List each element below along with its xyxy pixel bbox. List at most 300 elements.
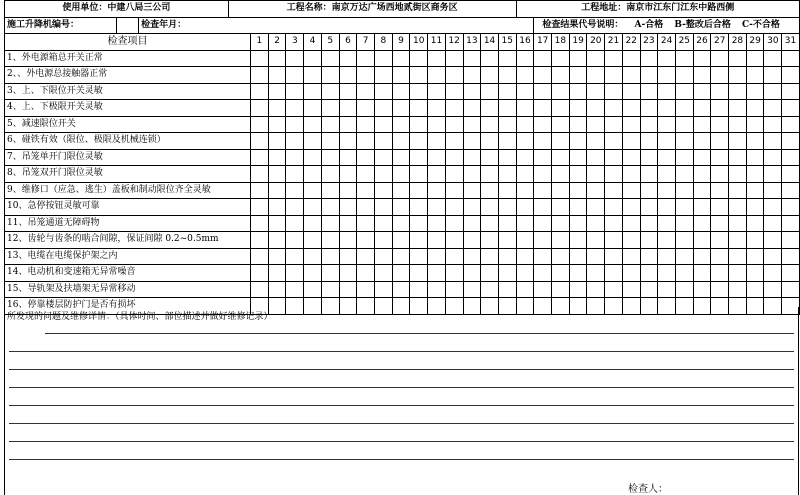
result-cell[interactable] — [481, 116, 499, 133]
result-cell[interactable] — [746, 83, 764, 100]
result-cell[interactable] — [463, 215, 481, 232]
result-cell[interactable] — [251, 50, 269, 67]
result-cell[interactable] — [463, 166, 481, 183]
result-cell[interactable] — [729, 116, 747, 133]
result-cell[interactable] — [339, 215, 357, 232]
result-cell[interactable] — [445, 116, 463, 133]
result-cell[interactable] — [587, 232, 605, 249]
result-cell[interactable] — [498, 199, 516, 216]
result-cell[interactable] — [711, 133, 729, 150]
result-cell[interactable] — [569, 116, 587, 133]
result-cell[interactable] — [321, 149, 339, 166]
result-cell[interactable] — [764, 182, 782, 199]
result-cell[interactable] — [552, 149, 570, 166]
result-cell[interactable] — [428, 232, 446, 249]
result-cell[interactable] — [357, 116, 375, 133]
result-cell[interactable] — [321, 116, 339, 133]
result-cell[interactable] — [569, 83, 587, 100]
result-cell[interactable] — [339, 166, 357, 183]
result-cell[interactable] — [711, 232, 729, 249]
result-cell[interactable] — [304, 149, 322, 166]
result-cell[interactable] — [782, 265, 800, 282]
result-cell[interactable] — [410, 166, 428, 183]
result-cell[interactable] — [304, 281, 322, 298]
result-cell[interactable] — [251, 116, 269, 133]
result-cell[interactable] — [481, 248, 499, 265]
result-cell[interactable] — [445, 232, 463, 249]
result-cell[interactable] — [410, 182, 428, 199]
result-cell[interactable] — [764, 166, 782, 183]
result-cell[interactable] — [304, 232, 322, 249]
notes-line[interactable] — [9, 351, 794, 352]
result-cell[interactable] — [658, 281, 676, 298]
result-cell[interactable] — [374, 166, 392, 183]
result-cell[interactable] — [410, 215, 428, 232]
notes-line[interactable] — [9, 369, 794, 370]
result-cell[interactable] — [693, 232, 711, 249]
result-cell[interactable] — [286, 166, 304, 183]
result-cell[interactable] — [516, 166, 534, 183]
result-cell[interactable] — [392, 265, 410, 282]
result-cell[interactable] — [392, 133, 410, 150]
result-cell[interactable] — [321, 232, 339, 249]
result-cell[interactable] — [764, 116, 782, 133]
result-cell[interactable] — [640, 215, 658, 232]
result-cell[interactable] — [392, 50, 410, 67]
result-cell[interactable] — [392, 67, 410, 84]
result-cell[interactable] — [729, 265, 747, 282]
result-cell[interactable] — [428, 215, 446, 232]
result-cell[interactable] — [569, 67, 587, 84]
result-cell[interactable] — [746, 232, 764, 249]
result-cell[interactable] — [445, 265, 463, 282]
result-cell[interactable] — [410, 83, 428, 100]
result-cell[interactable] — [498, 182, 516, 199]
result-cell[interactable] — [304, 116, 322, 133]
result-cell[interactable] — [729, 149, 747, 166]
result-cell[interactable] — [764, 281, 782, 298]
result-cell[interactable] — [569, 199, 587, 216]
result-cell[interactable] — [374, 199, 392, 216]
result-cell[interactable] — [622, 265, 640, 282]
result-cell[interactable] — [392, 116, 410, 133]
result-cell[interactable] — [445, 50, 463, 67]
result-cell[interactable] — [746, 248, 764, 265]
result-cell[interactable] — [428, 149, 446, 166]
result-cell[interactable] — [321, 265, 339, 282]
result-cell[interactable] — [587, 116, 605, 133]
result-cell[interactable] — [711, 265, 729, 282]
result-cell[interactable] — [374, 50, 392, 67]
result-cell[interactable] — [711, 248, 729, 265]
result-cell[interactable] — [286, 50, 304, 67]
result-cell[interactable] — [605, 248, 623, 265]
result-cell[interactable] — [764, 265, 782, 282]
result-cell[interactable] — [251, 248, 269, 265]
result-cell[interactable] — [392, 149, 410, 166]
result-cell[interactable] — [374, 116, 392, 133]
result-cell[interactable] — [729, 281, 747, 298]
result-cell[interactable] — [498, 265, 516, 282]
result-cell[interactable] — [729, 67, 747, 84]
result-cell[interactable] — [764, 215, 782, 232]
result-cell[interactable] — [286, 232, 304, 249]
result-cell[interactable] — [481, 232, 499, 249]
result-cell[interactable] — [445, 248, 463, 265]
result-cell[interactable] — [357, 281, 375, 298]
result-cell[interactable] — [304, 215, 322, 232]
result-cell[interactable] — [357, 199, 375, 216]
result-cell[interactable] — [675, 149, 693, 166]
result-cell[interactable] — [392, 182, 410, 199]
result-cell[interactable] — [374, 248, 392, 265]
result-cell[interactable] — [374, 133, 392, 150]
result-cell[interactable] — [658, 50, 676, 67]
result-cell[interactable] — [357, 248, 375, 265]
result-cell[interactable] — [516, 281, 534, 298]
result-cell[interactable] — [693, 50, 711, 67]
result-cell[interactable] — [658, 83, 676, 100]
result-cell[interactable] — [605, 67, 623, 84]
result-cell[interactable] — [410, 100, 428, 117]
result-cell[interactable] — [463, 50, 481, 67]
result-cell[interactable] — [304, 199, 322, 216]
result-cell[interactable] — [640, 182, 658, 199]
result-cell[interactable] — [658, 67, 676, 84]
result-cell[interactable] — [552, 281, 570, 298]
result-cell[interactable] — [251, 166, 269, 183]
result-cell[interactable] — [552, 199, 570, 216]
result-cell[interactable] — [569, 166, 587, 183]
result-cell[interactable] — [782, 232, 800, 249]
result-cell[interactable] — [640, 265, 658, 282]
result-cell[interactable] — [339, 199, 357, 216]
result-cell[interactable] — [640, 133, 658, 150]
result-cell[interactable] — [463, 83, 481, 100]
result-cell[interactable] — [622, 50, 640, 67]
result-cell[interactable] — [357, 83, 375, 100]
result-cell[interactable] — [534, 100, 552, 117]
result-cell[interactable] — [569, 100, 587, 117]
result-cell[interactable] — [498, 281, 516, 298]
result-cell[interactable] — [392, 248, 410, 265]
result-cell[interactable] — [516, 248, 534, 265]
result-cell[interactable] — [304, 133, 322, 150]
result-cell[interactable] — [445, 133, 463, 150]
result-cell[interactable] — [339, 281, 357, 298]
result-cell[interactable] — [605, 199, 623, 216]
result-cell[interactable] — [605, 133, 623, 150]
result-cell[interactable] — [605, 149, 623, 166]
result-cell[interactable] — [640, 248, 658, 265]
result-cell[interactable] — [622, 116, 640, 133]
result-cell[interactable] — [552, 116, 570, 133]
result-cell[interactable] — [569, 215, 587, 232]
result-cell[interactable] — [286, 100, 304, 117]
result-cell[interactable] — [587, 67, 605, 84]
result-cell[interactable] — [675, 232, 693, 249]
notes-line[interactable] — [45, 333, 794, 334]
result-cell[interactable] — [516, 265, 534, 282]
result-cell[interactable] — [374, 83, 392, 100]
notes-line[interactable] — [9, 441, 794, 442]
result-cell[interactable] — [746, 215, 764, 232]
result-cell[interactable] — [357, 50, 375, 67]
result-cell[interactable] — [534, 199, 552, 216]
result-cell[interactable] — [587, 149, 605, 166]
result-cell[interactable] — [782, 199, 800, 216]
result-cell[interactable] — [516, 133, 534, 150]
result-cell[interactable] — [251, 215, 269, 232]
result-cell[interactable] — [304, 248, 322, 265]
result-cell[interactable] — [481, 265, 499, 282]
result-cell[interactable] — [640, 199, 658, 216]
result-cell[interactable] — [764, 83, 782, 100]
result-cell[interactable] — [729, 100, 747, 117]
result-cell[interactable] — [516, 149, 534, 166]
result-cell[interactable] — [374, 182, 392, 199]
result-cell[interactable] — [746, 67, 764, 84]
result-cell[interactable] — [729, 133, 747, 150]
result-cell[interactable] — [605, 100, 623, 117]
result-cell[interactable] — [286, 116, 304, 133]
result-cell[interactable] — [428, 199, 446, 216]
result-cell[interactable] — [321, 215, 339, 232]
result-cell[interactable] — [498, 100, 516, 117]
result-cell[interactable] — [516, 116, 534, 133]
result-cell[interactable] — [711, 83, 729, 100]
result-cell[interactable] — [622, 215, 640, 232]
result-cell[interactable] — [268, 50, 286, 67]
result-cell[interactable] — [481, 281, 499, 298]
result-cell[interactable] — [428, 100, 446, 117]
result-cell[interactable] — [445, 281, 463, 298]
result-cell[interactable] — [498, 232, 516, 249]
result-cell[interactable] — [374, 265, 392, 282]
result-cell[interactable] — [693, 215, 711, 232]
result-cell[interactable] — [392, 100, 410, 117]
result-cell[interactable] — [605, 265, 623, 282]
result-cell[interactable] — [410, 265, 428, 282]
result-cell[interactable] — [463, 116, 481, 133]
result-cell[interactable] — [251, 100, 269, 117]
result-cell[interactable] — [481, 215, 499, 232]
result-cell[interactable] — [675, 100, 693, 117]
result-cell[interactable] — [410, 232, 428, 249]
result-cell[interactable] — [587, 182, 605, 199]
result-cell[interactable] — [445, 149, 463, 166]
result-cell[interactable] — [552, 133, 570, 150]
result-cell[interactable] — [746, 199, 764, 216]
result-cell[interactable] — [569, 133, 587, 150]
result-cell[interactable] — [392, 281, 410, 298]
result-cell[interactable] — [516, 232, 534, 249]
result-cell[interactable] — [516, 215, 534, 232]
result-cell[interactable] — [587, 83, 605, 100]
result-cell[interactable] — [410, 149, 428, 166]
result-cell[interactable] — [764, 100, 782, 117]
result-cell[interactable] — [357, 133, 375, 150]
result-cell[interactable] — [605, 50, 623, 67]
result-cell[interactable] — [374, 232, 392, 249]
result-cell[interactable] — [268, 215, 286, 232]
result-cell[interactable] — [658, 116, 676, 133]
result-cell[interactable] — [693, 248, 711, 265]
result-cell[interactable] — [675, 67, 693, 84]
result-cell[interactable] — [251, 133, 269, 150]
result-cell[interactable] — [675, 281, 693, 298]
result-cell[interactable] — [552, 166, 570, 183]
result-cell[interactable] — [286, 281, 304, 298]
result-cell[interactable] — [711, 182, 729, 199]
result-cell[interactable] — [729, 248, 747, 265]
result-cell[interactable] — [410, 50, 428, 67]
result-cell[interactable] — [605, 83, 623, 100]
result-cell[interactable] — [463, 149, 481, 166]
result-cell[interactable] — [658, 199, 676, 216]
result-cell[interactable] — [286, 248, 304, 265]
result-cell[interactable] — [782, 83, 800, 100]
result-cell[interactable] — [463, 248, 481, 265]
result-cell[interactable] — [321, 248, 339, 265]
notes-line[interactable] — [9, 423, 794, 424]
result-cell[interactable] — [445, 100, 463, 117]
result-cell[interactable] — [428, 166, 446, 183]
result-cell[interactable] — [693, 133, 711, 150]
result-cell[interactable] — [764, 133, 782, 150]
result-cell[interactable] — [534, 83, 552, 100]
result-cell[interactable] — [658, 232, 676, 249]
result-cell[interactable] — [339, 116, 357, 133]
result-cell[interactable] — [552, 265, 570, 282]
result-cell[interactable] — [658, 133, 676, 150]
result-cell[interactable] — [534, 265, 552, 282]
result-cell[interactable] — [516, 50, 534, 67]
result-cell[interactable] — [622, 248, 640, 265]
result-cell[interactable] — [569, 265, 587, 282]
result-cell[interactable] — [675, 199, 693, 216]
result-cell[interactable] — [321, 83, 339, 100]
result-cell[interactable] — [693, 199, 711, 216]
result-cell[interactable] — [392, 166, 410, 183]
result-cell[interactable] — [658, 248, 676, 265]
result-cell[interactable] — [392, 232, 410, 249]
result-cell[interactable] — [552, 248, 570, 265]
result-cell[interactable] — [605, 281, 623, 298]
result-cell[interactable] — [251, 265, 269, 282]
result-cell[interactable] — [410, 133, 428, 150]
result-cell[interactable] — [711, 281, 729, 298]
result-cell[interactable] — [357, 149, 375, 166]
result-cell[interactable] — [304, 100, 322, 117]
result-cell[interactable] — [392, 215, 410, 232]
result-cell[interactable] — [764, 199, 782, 216]
result-cell[interactable] — [339, 248, 357, 265]
result-cell[interactable] — [268, 166, 286, 183]
result-cell[interactable] — [463, 199, 481, 216]
result-cell[interactable] — [445, 182, 463, 199]
result-cell[interactable] — [693, 166, 711, 183]
result-cell[interactable] — [498, 248, 516, 265]
result-cell[interactable] — [569, 50, 587, 67]
result-cell[interactable] — [463, 100, 481, 117]
result-cell[interactable] — [410, 67, 428, 84]
result-cell[interactable] — [410, 248, 428, 265]
result-cell[interactable] — [357, 67, 375, 84]
result-cell[interactable] — [286, 149, 304, 166]
result-cell[interactable] — [587, 248, 605, 265]
result-cell[interactable] — [251, 199, 269, 216]
result-cell[interactable] — [587, 281, 605, 298]
result-cell[interactable] — [658, 166, 676, 183]
result-cell[interactable] — [552, 83, 570, 100]
result-cell[interactable] — [640, 116, 658, 133]
result-cell[interactable] — [693, 149, 711, 166]
result-cell[interactable] — [658, 149, 676, 166]
result-cell[interactable] — [693, 182, 711, 199]
result-cell[interactable] — [428, 182, 446, 199]
result-cell[interactable] — [693, 67, 711, 84]
result-cell[interactable] — [304, 182, 322, 199]
result-cell[interactable] — [622, 199, 640, 216]
result-cell[interactable] — [304, 265, 322, 282]
notes-line[interactable] — [9, 459, 794, 460]
result-cell[interactable] — [746, 133, 764, 150]
result-cell[interactable] — [481, 83, 499, 100]
result-cell[interactable] — [711, 50, 729, 67]
result-cell[interactable] — [552, 100, 570, 117]
result-cell[interactable] — [339, 232, 357, 249]
result-cell[interactable] — [481, 199, 499, 216]
result-cell[interactable] — [746, 281, 764, 298]
result-cell[interactable] — [587, 199, 605, 216]
result-cell[interactable] — [587, 133, 605, 150]
result-cell[interactable] — [410, 281, 428, 298]
result-cell[interactable] — [552, 67, 570, 84]
result-cell[interactable] — [622, 67, 640, 84]
result-cell[interactable] — [481, 100, 499, 117]
result-cell[interactable] — [339, 265, 357, 282]
result-cell[interactable] — [321, 281, 339, 298]
result-cell[interactable] — [321, 67, 339, 84]
result-cell[interactable] — [357, 166, 375, 183]
result-cell[interactable] — [321, 133, 339, 150]
result-cell[interactable] — [251, 281, 269, 298]
result-cell[interactable] — [640, 166, 658, 183]
result-cell[interactable] — [675, 83, 693, 100]
result-cell[interactable] — [675, 215, 693, 232]
result-cell[interactable] — [711, 67, 729, 84]
result-cell[interactable] — [693, 265, 711, 282]
result-cell[interactable] — [764, 50, 782, 67]
result-cell[interactable] — [445, 215, 463, 232]
result-cell[interactable] — [339, 67, 357, 84]
result-cell[interactable] — [428, 50, 446, 67]
result-cell[interactable] — [268, 100, 286, 117]
result-cell[interactable] — [534, 248, 552, 265]
result-cell[interactable] — [764, 232, 782, 249]
result-cell[interactable] — [357, 182, 375, 199]
result-cell[interactable] — [569, 248, 587, 265]
result-cell[interactable] — [463, 281, 481, 298]
result-cell[interactable] — [746, 116, 764, 133]
result-cell[interactable] — [516, 67, 534, 84]
result-cell[interactable] — [605, 182, 623, 199]
result-cell[interactable] — [463, 232, 481, 249]
result-cell[interactable] — [729, 215, 747, 232]
result-cell[interactable] — [463, 133, 481, 150]
result-cell[interactable] — [729, 50, 747, 67]
